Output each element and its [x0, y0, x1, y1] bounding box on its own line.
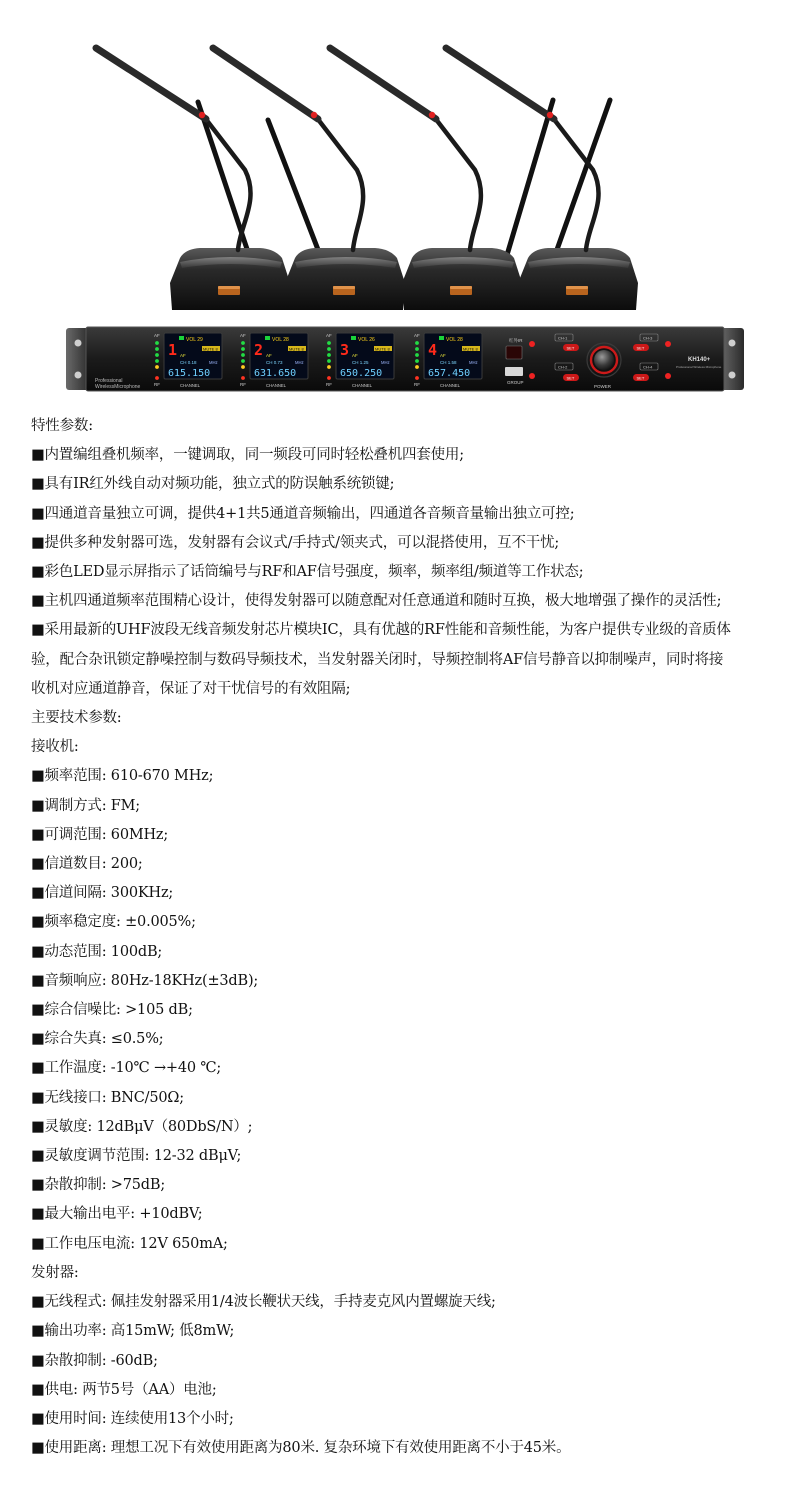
mute-readout: MUTE 8	[463, 346, 478, 352]
receiver-spec: ■ 音频响应: 80Hz-18KHz(±3dB);	[31, 967, 800, 996]
level-led	[241, 347, 245, 351]
vol-readout: VOL 28	[272, 337, 289, 343]
frequency-readout: 657.450	[428, 368, 471, 379]
set-button-label: SET	[636, 375, 645, 381]
feature-item: ■ 内置编组叠机频率，一键调取，同一频段可同时轻松叠机四套使用;	[31, 441, 800, 470]
tech-title: 主要技术参数:	[31, 710, 122, 727]
ch-button-label: CH-1	[558, 335, 568, 341]
ch-readout: CH 0.18	[180, 360, 197, 365]
feature-item-long-cont: 验，配合杂讯锁定静噪控制与数码导频技术，当发射器关闭时，导频控制将AF信号静音以抑制噪声，同时将接	[31, 651, 724, 668]
receiver-spec: ■ 可调范围: 60MHz;	[31, 821, 800, 850]
set-button-label: SET	[566, 375, 575, 381]
transmitter-spec: ■ 输出功率: 高15mW; 低8mW;	[31, 1317, 800, 1346]
group-button[interactable]	[505, 367, 523, 376]
mic-ring-light	[199, 112, 205, 118]
receiver-spec: ■ 综合失真: ≤0.5%;	[31, 1025, 800, 1054]
af-readout: AF	[440, 353, 446, 358]
model-sub-label: Professional Wireless Microphone	[676, 365, 722, 369]
receiver-spec: ■ 灵敏度调节范围: 12-32 dBμV;	[31, 1142, 800, 1171]
receiver-spec: ■ 信道数目: 200;	[31, 850, 800, 879]
ch-button-label: CH-4	[643, 364, 653, 370]
set-button-label: SET	[636, 345, 645, 351]
vol-readout: VOL 28	[446, 337, 463, 343]
ch-button-label: CH-3	[643, 335, 653, 341]
af-readout: AF	[352, 353, 358, 358]
mute-readout: MUTE 8	[203, 346, 218, 352]
features-title: 特性参数:	[31, 418, 93, 434]
rf-side-label: RF	[326, 382, 332, 387]
brand-line1: Professional	[95, 378, 123, 384]
product-image	[0, 0, 800, 400]
mhz-unit: MHz	[295, 360, 304, 365]
transmitter-spec: ■ 使用距离: 理想工况下有效使用距离为80米. 复杂环境下有效使用距离不小于45米。	[31, 1434, 800, 1463]
receiver-spec: ■ 调制方式: FM;	[31, 792, 800, 821]
brand-line2: WirelessMicrophone	[95, 384, 141, 390]
mic-ring-light	[429, 112, 435, 118]
receiver-spec: ■ 频率稳定度: ±0.005%;	[31, 908, 800, 937]
rf-side-label: RF	[414, 382, 420, 387]
receiver-spec: ■ 灵敏度: 12dBμV（80DbS/N）;	[31, 1113, 800, 1142]
power-knob[interactable]	[594, 350, 614, 370]
level-led	[415, 341, 419, 345]
ch-button-label: CH-2	[558, 364, 568, 370]
spec-section	[31, 412, 800, 1463]
level-led	[327, 353, 331, 357]
transmitter-spec: ■ 杂散抑制: -60dB;	[31, 1347, 800, 1376]
mhz-unit: MHz	[381, 360, 390, 365]
level-led	[241, 365, 245, 369]
feature-item: ■ 主机四通道频率范围精心设计，使得发射器可以随意配对任意通道和随时互换，极大地增强了操作的灵活性;	[31, 587, 800, 616]
level-led	[155, 347, 159, 351]
ir-window	[506, 346, 522, 359]
af-readout: AF	[266, 353, 272, 358]
level-led	[241, 353, 245, 357]
channel-number: 1	[168, 341, 178, 359]
antenna	[268, 120, 322, 260]
group-label: GROUP	[507, 380, 524, 385]
transmitter-spec: ■ 供电: 两节5号（AA）电池;	[31, 1376, 800, 1405]
mhz-unit: MHz	[469, 360, 478, 365]
feature-item: ■ 具有IR红外线自动对频功能，独立式的防误触系统锁键;	[31, 470, 800, 499]
channel-number: 4	[428, 341, 438, 359]
level-led	[415, 359, 419, 363]
level-led	[155, 359, 159, 363]
mic-ring-light	[311, 112, 317, 118]
level-led	[155, 365, 159, 369]
ch-readout: CH 1.58	[440, 360, 457, 365]
level-led	[241, 341, 245, 345]
level-led	[415, 365, 419, 369]
receiver-spec: ■ 综合信噪比: >105 dB;	[31, 996, 800, 1025]
vol-readout: VOL 29	[186, 337, 203, 343]
vol-readout: VOL 26	[358, 337, 375, 343]
level-led	[415, 347, 419, 351]
level-led	[155, 353, 159, 357]
af-side-label: AF	[240, 333, 246, 338]
channel-label: CHANNEL	[266, 383, 287, 388]
channel-number: 2	[254, 341, 264, 359]
ch-readout: CH 0.73	[266, 360, 283, 365]
model-label: KH140+	[688, 357, 711, 363]
receiver-spec: ■ 工作温度: -10℃ →+40 ℃;	[31, 1054, 800, 1083]
antenna	[507, 100, 553, 255]
channel-label: CHANNEL	[440, 383, 461, 388]
receiver-spec: ■ 杂散抑制: >75dB;	[31, 1171, 800, 1200]
rf-side-label: RF	[240, 382, 246, 387]
level-led	[327, 341, 331, 345]
frequency-readout: 650.250	[340, 368, 383, 379]
feature-item-long-cont: 收机对应通道静音，保证了对干忧信号的有效阻隔;	[31, 680, 351, 697]
level-led	[155, 341, 159, 345]
frequency-readout: 631.650	[254, 368, 297, 379]
receiver-spec: ■ 无线接口: BNC/50Ω;	[31, 1084, 800, 1113]
feature-item-long: ■ 采用最新的UHF波段无线音频发射芯片模块IC，具有优越的RF性能和音频性能，为客户提供专业级的音质体	[31, 616, 800, 645]
level-led	[415, 353, 419, 357]
channel-number: 3	[340, 341, 350, 359]
receiver-spec: ■ 动态范围: 100dB;	[31, 938, 800, 967]
level-led	[241, 359, 245, 363]
channel-label: CHANNEL	[352, 383, 373, 388]
frequency-readout: 615.150	[168, 368, 211, 379]
receiver-spec: ■ 工作电压电流: 12V 650mA;	[31, 1230, 800, 1259]
af-side-label: AF	[326, 333, 332, 338]
power-label: POWER	[594, 384, 612, 389]
transmitter-title: 发射器:	[31, 1264, 79, 1281]
receiver-spec: ■ 信道间隔: 300KHz;	[31, 879, 800, 908]
receiver-title: 接收机:	[31, 739, 79, 756]
set-button-label: SET	[566, 345, 575, 351]
af-side-label: AF	[154, 333, 160, 338]
af-readout: AF	[180, 353, 186, 358]
level-led	[327, 365, 331, 369]
rf-side-label: RF	[154, 382, 160, 387]
level-led	[327, 359, 331, 363]
mute-readout: MUTE 8	[375, 346, 390, 352]
ch-readout: CH 1.25	[352, 360, 369, 365]
transmitter-spec: ■ 无线程式: 佩挂发射器采用1/4波长鞭状天线，手持麦克风内置螺旋天线;	[31, 1288, 800, 1317]
feature-item: ■ 彩色LED显示屏指示了话筒编号与RF和AF信号强度，频率，频率组/频道等工作状态;	[31, 558, 800, 587]
feature-item: ■ 四通道音量独立可调，提供4+1共5通道音频输出，四通道各音频音量输出独立可控;	[31, 500, 800, 529]
receiver-spec: ■ 最大输出电平: +10dBV;	[31, 1200, 800, 1229]
mute-readout: MUTE 8	[289, 346, 304, 352]
gooseneck-mic	[96, 48, 290, 310]
transmitter-spec: ■ 使用时间: 连续使用13个小时;	[31, 1405, 800, 1434]
af-side-label: AF	[414, 333, 420, 338]
channel-label: CHANNEL	[180, 383, 201, 388]
mic-ring-light	[547, 112, 553, 118]
receiver-spec: ■ 频率范围: 610-670 MHz;	[31, 762, 800, 791]
receiver-unit	[66, 327, 744, 391]
mhz-unit: MHz	[209, 360, 218, 365]
level-led	[327, 347, 331, 351]
ir-label: 红外IR	[509, 338, 523, 343]
feature-item: ■ 提供多种发射器可选，发射器有会议式/手持式/领夹式，可以混搭使用，互不干忧;	[31, 529, 800, 558]
